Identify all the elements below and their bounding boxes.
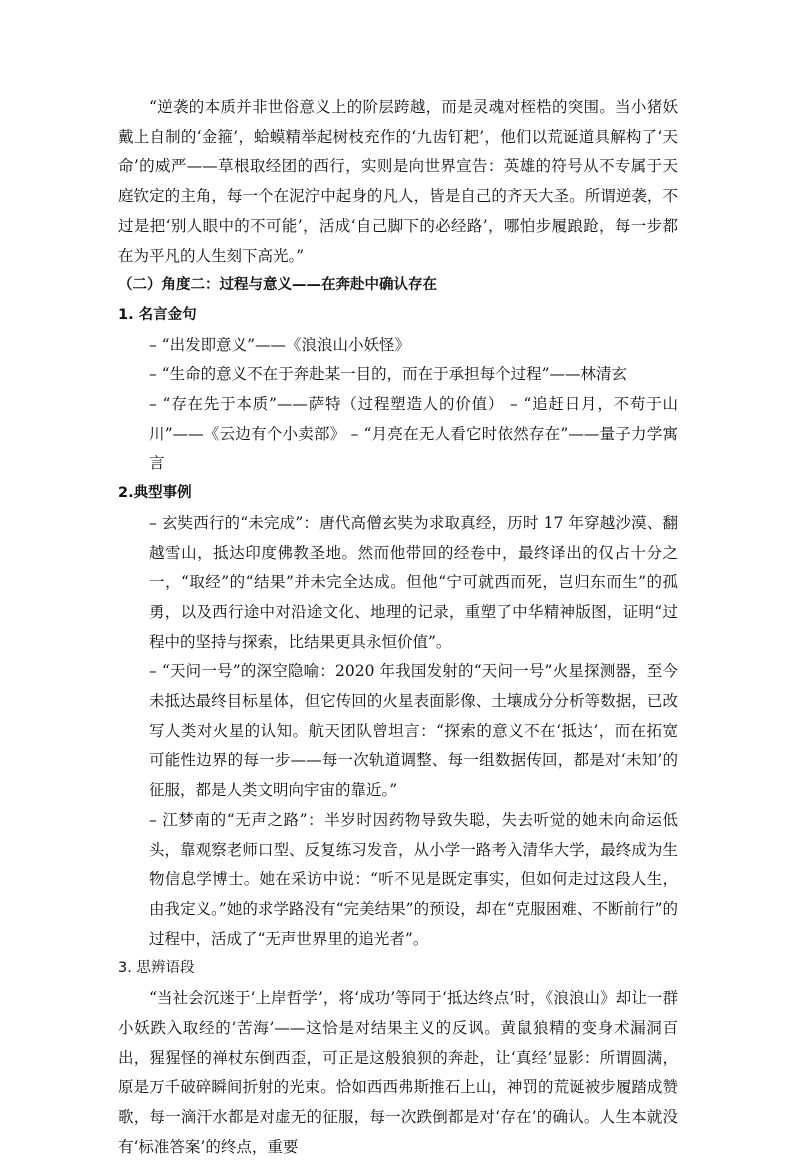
case-tianwen: – “天问一号”的深空隐喻：2020 年我国发射的“天问一号”火星探测器，至今未抵达最终目标星体，但它传回的火星表面影像、土壤成分分析等数据，已改写人类对火星的认知。航天团队曾坦言：“探索的意义不在‘抵达’，而在拓宽可能性边界的每一步——每一次轨道调整、每一组数据传回，都是对‘未知’的征服，都是人类文明向宇宙的靠近。” bbox=[149, 662, 678, 800]
quote-item-2: – “生命的意义不在于奔赴某一目的，而在于承担每个过程”——林清玄 bbox=[149, 365, 628, 384]
case-jiang-mengnan: – 江梦南的“无声之路”：半岁时因药物导致失聪，失去听觉的她未向命运低头，靠观察老师口型、反复练习发音，从小学一路考入清华大学，最终成为生物信息学博士。她在采访中说：“听不见是既定事实，但如何走过这段人生，由我定义。”她的求学路没有“完美结果”的预设，却在“克服困难、不断前行”的过程中，活成了“无声世界里的追光者”。 bbox=[149, 810, 678, 948]
document-body bbox=[118, 93, 678, 1162]
debate-paragraph: “当社会沉迷于‘上岸哲学’，将‘成功’等同于‘抵达终点’时，《浪浪山》却让一群小妖跌入取经的‘苦海’——这恰是对结果主义的反讽。黄鼠狼精的变身术漏洞百出，猩猩怪的禅杖东倒西歪，可正是这般狼狈的奔赴，让‘真经’显影：所谓圆满，原是万千破碎瞬间折射的光束。恰如西西弗斯推石上山，神罚的荒诞被步履踏成赞歌，每一滴汗水都是对虚无的征服，每一次跌倒都是对‘存在’的确认。人生本就没有‘标准答案’的终点，重要 bbox=[118, 989, 678, 1156]
case-xuanzang: – 玄奘西行的“未完成”：唐代高僧玄奘为求取真经，历时 17 年穿越沙漠、翻越雪山，抵达印度佛教圣地。然而他带回的经卷中，最终译出的仅占十分之一，“取经”的“结果”并未完全达成。但他“宁可就西而死，岂归东而生”的孤勇，以及西行途中对沿途文化、地理的记录，重塑了中华精神版图，证明“过程中的坚持与探索，比结果更具永恒价值”。 bbox=[149, 513, 678, 651]
debate-heading: 3. 思辨语段 bbox=[118, 960, 195, 977]
quote-item-3: – “存在先于本质”——萨特（过程塑造人的价值） – “追赶日月，不苟于山川”——《云边有个小卖部》 – “月亮在无人看它时依然存在”——量子力学寓言 bbox=[149, 395, 678, 473]
section1-quote-paragraph: “逆袭的本质并非世俗意义上的阶层跨越，而是灵魂对桎梏的突围。当小猪妖戴上自制的‘金箍’，蛤蟆精举起树枝充作的‘九齿钉耙’，他们以荒诞道具解构了‘天命’的威严——草根取经团的西行，实则是向世界宣告：英雄的符号从不专属于天庭钦定的主角，每一个在泥泞中起身的凡人，皆是自己的齐天大圣。所谓逆袭，不过是把‘别人眼中的不可能’，活成‘自己脚下的必经路’，哪怕步履踉跄，每一步都在为平凡的人生刻下高光。” bbox=[118, 98, 678, 265]
quote-item-1: – “出发即意义”——《浪浪山小妖怪》 bbox=[149, 335, 411, 354]
quotes-heading: 1. 名言金句 bbox=[118, 306, 197, 323]
angle2-heading: （二）角度二：过程与意义——在奔赴中确认存在 bbox=[118, 277, 437, 294]
cases-heading: 2.典型事例 bbox=[118, 485, 192, 502]
